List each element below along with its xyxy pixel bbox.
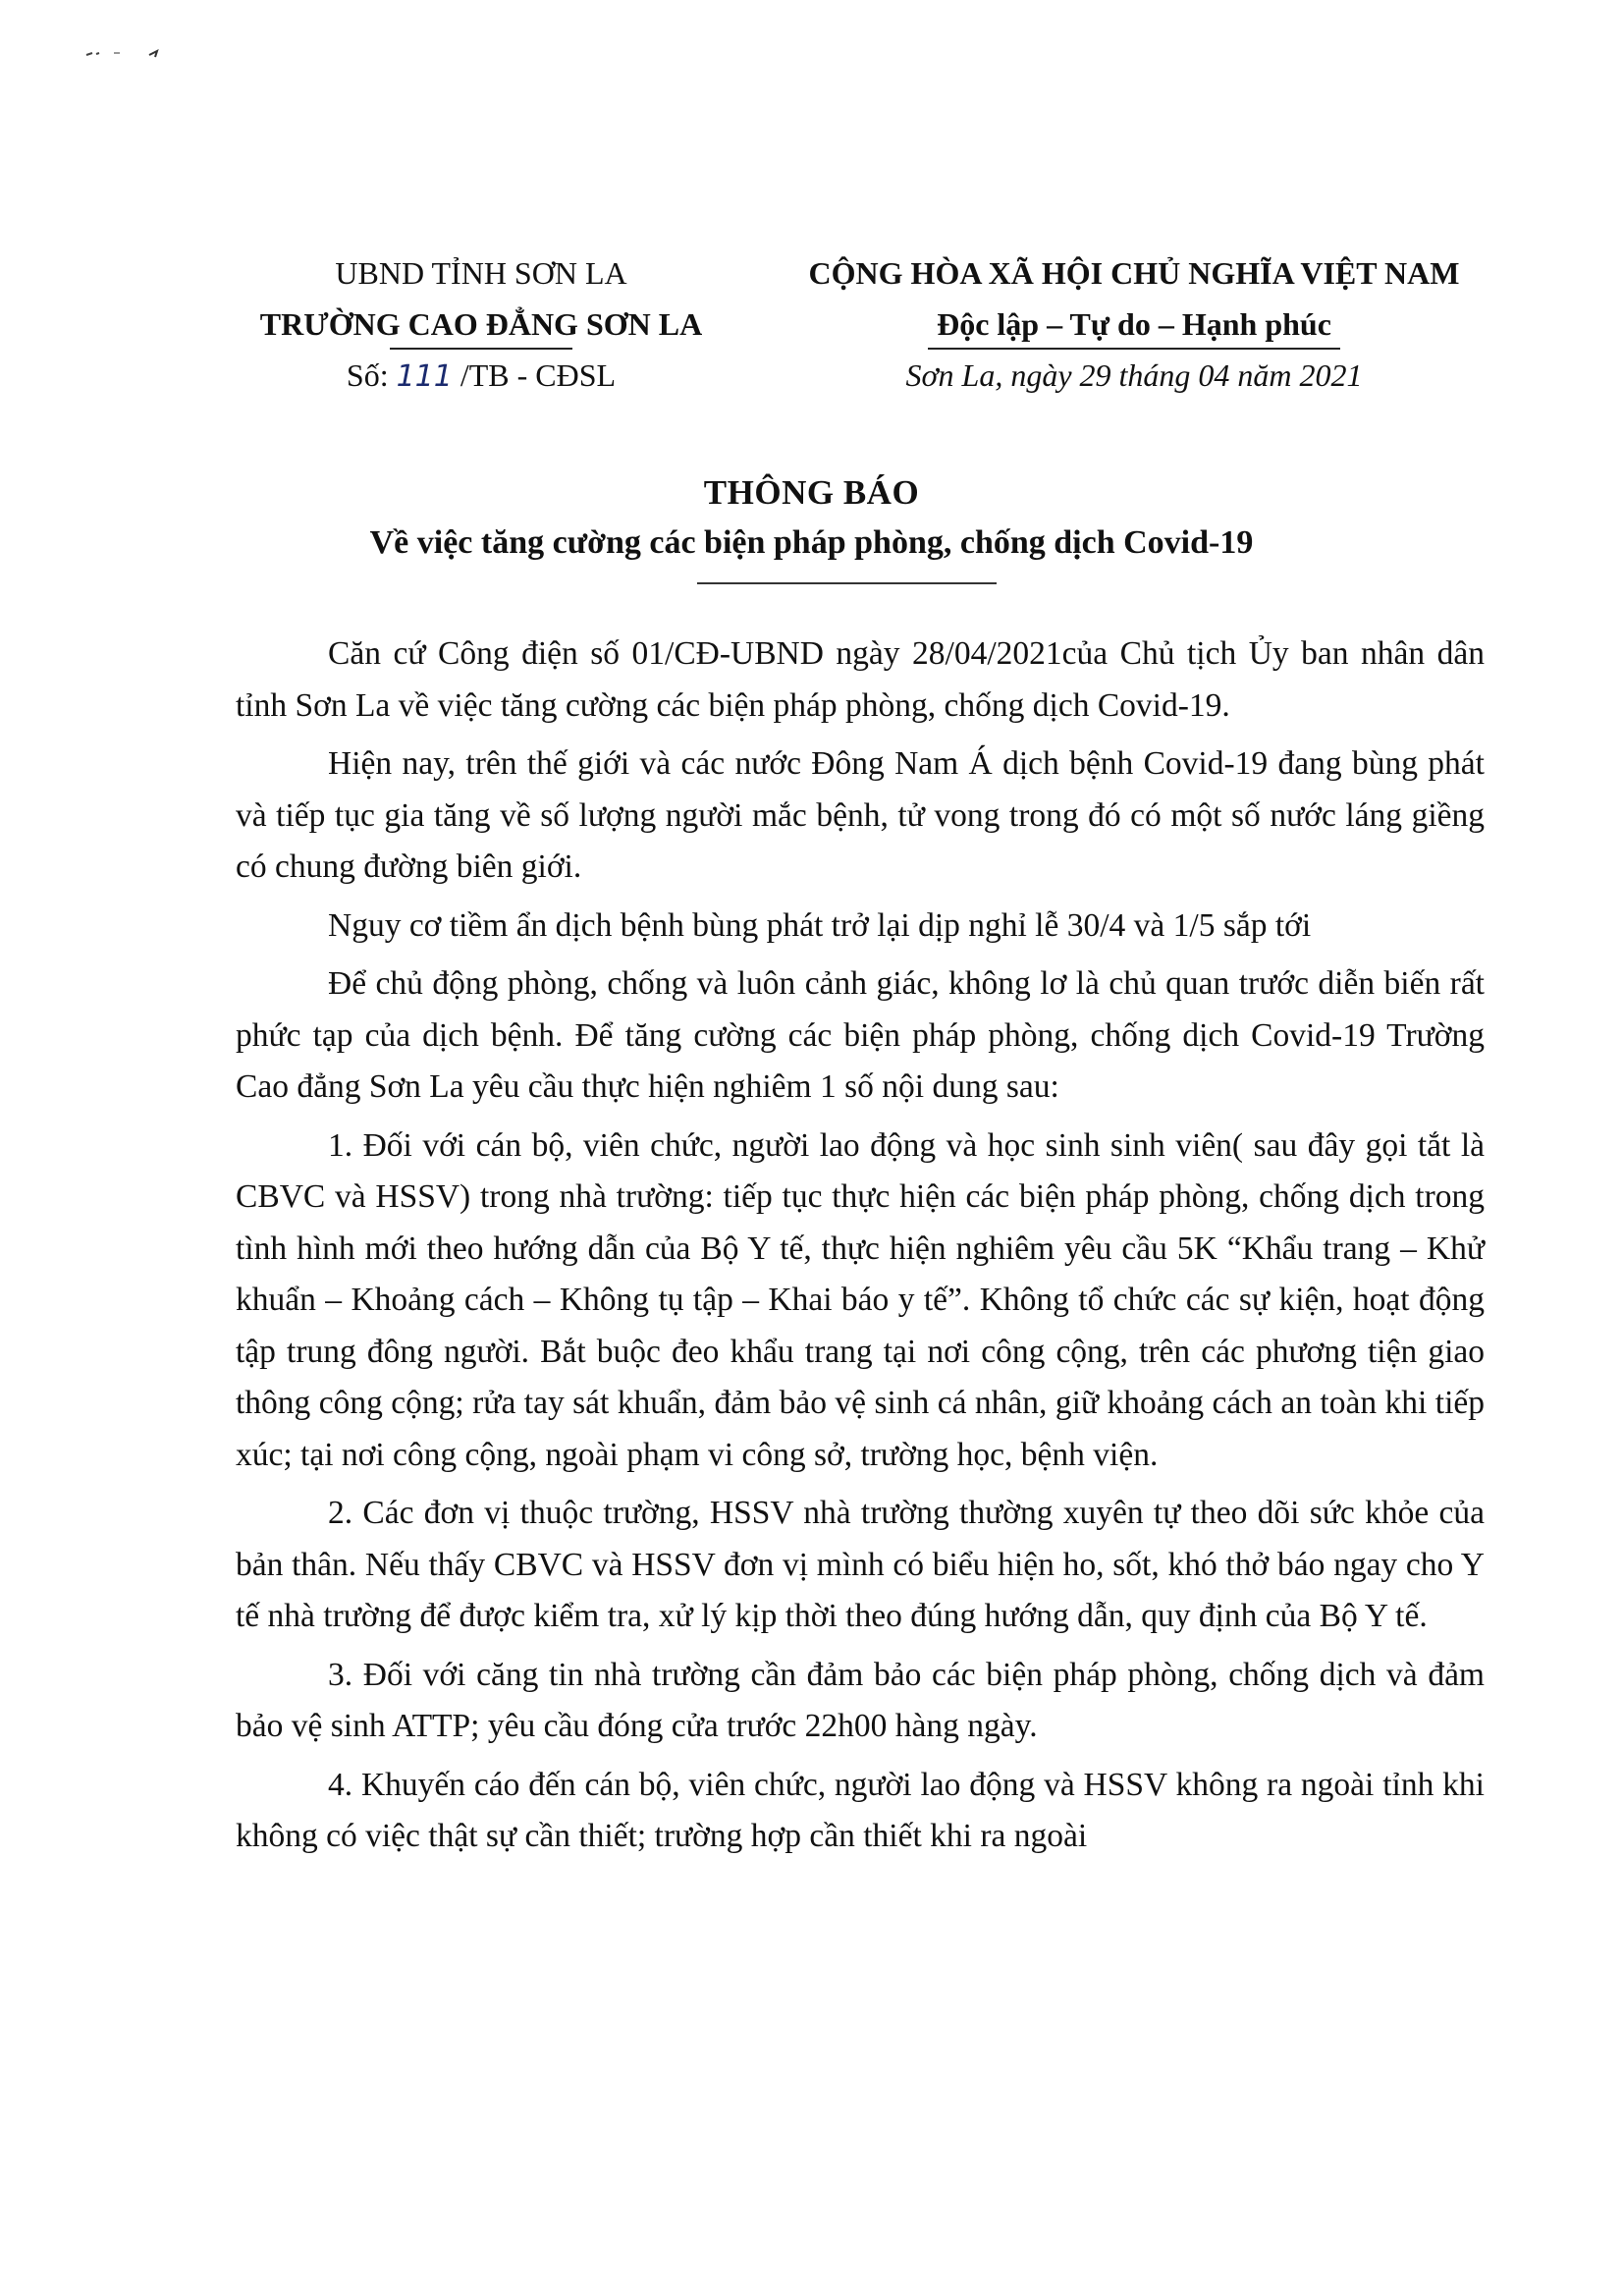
paragraph-item-4: 4. Khuyến cáo đến cán bộ, viên chức, người lao động và HSSV không ra ngoài tỉnh khi không có việc thật sự cần thiết; trường hợp cần thiết khi ra ngoài — [236, 1766, 1485, 1854]
title-underline — [697, 582, 997, 584]
document-subtitle: Về việc tăng cường các biện pháp phòng, chống dịch Covid-19 — [369, 524, 1254, 561]
nation-name: CỘNG HÒA XÃ HỘI CHỦ NGHĨA VIỆT NAM — [808, 255, 1460, 291]
paragraph-request: Để chủ động phòng, chống và luôn cảnh giác, không lơ là chủ quan trước diễn biến rất phức tạp của dịch bệnh. Để tăng cường các biện pháp phòng, chống dịch Covid-19 Trường Cao đẳng Sơn La yêu cầu thực hiện nghiêm 1 số nội dung sau: — [236, 965, 1485, 1105]
document-body — [236, 629, 1485, 1870]
document-number — [236, 350, 727, 401]
place-date: Sơn La, ngày 29 tháng 04 năm 2021 — [905, 357, 1363, 393]
document-number-label: Số: — [346, 357, 389, 393]
paragraph-risk: Nguy cơ tiềm ẩn dịch bệnh bùng phát trở lại dịp nghỉ lễ 30/4 và 1/5 sắp tới — [328, 906, 1312, 944]
school-name: TRƯỜNG CAO ĐẲNG SƠN LA — [259, 306, 703, 342]
document-number-suffix: /TB - CĐSL — [460, 357, 617, 393]
document-number-handwritten: 111 — [396, 359, 453, 394]
scan-speck-marks — [84, 45, 173, 63]
paragraph-item-3: 3. Đối với căng tin nhà trường cần đảm bảo các biện pháp phòng, chống dịch và đảm bảo vệ sinh ATTP; yêu cầu đóng cửa trước 22h00 hàng ngày. — [236, 1656, 1485, 1744]
paragraph-situation: Hiện nay, trên thế giới và các nước Đông Nam Á dịch bệnh Covid-19 đang bùng phát và tiếp tục gia tăng về số lượng người mắc bệnh, tử vong trong đó có một số nước láng giềng có chung đường biên giới. — [236, 745, 1485, 885]
paragraph-item-1: 1. Đối với cán bộ, viên chức, người lao động và học sinh sinh viên( sau đây gọi tắt là CBVC và HSSV) trong nhà trường: tiếp tục thực hiện các biện pháp phòng, chống dịch trong tình hình mới theo hướng dẫn của Bộ Y tế, thực hiện nghiêm yêu cầu 5K “Khẩu trang – Khử khuẩn – Khoảng cách – Không tụ tập – Khai báo y tế”. Không tổ chức các sự kiện, hoạt động tập trung đông người. Bắt buộc đeo khẩu trang tại nơi công cộng, trên các phương tiện giao thông công cộng; rửa tay sát khuẩn, đảm bảo vệ sinh cá nhân, giữ khoảng cách an toàn khi tiếp xúc; tại nơi công cộng, ngoài phạm vi công sở, trường học, bệnh viện. — [236, 1126, 1485, 1473]
motto-underline — [928, 348, 1340, 350]
issuer-block — [236, 247, 727, 401]
paragraph-legal-basis: Căn cứ Công điện số 01/CĐ-UBND ngày 28/04/2021của Chủ tịch Ủy ban nhân dân tỉnh Sơn La về việc tăng cường các biện pháp phòng, chống dịch Covid-19. — [236, 635, 1485, 724]
paragraph-item-2: 2. Các đơn vị thuộc trường, HSSV nhà trường thường xuyên tự theo dõi sức khỏe của bản thân. Nếu thấy CBVC và HSSV đơn vị mình có biểu hiện ho, sốt, khó thở báo ngay cho Y tế nhà trường để được kiểm tra, xử lý kịp thời theo đúng hướng dẫn, quy định của Bộ Y tế. — [236, 1495, 1485, 1634]
agency-name: UBND TỈNH SƠN LA — [335, 255, 627, 291]
national-header — [756, 247, 1512, 401]
national-motto: Độc lập – Tự do – Hạnh phúc — [937, 306, 1331, 342]
document-title: THÔNG BÁO — [703, 473, 920, 512]
school-underline — [390, 348, 572, 350]
